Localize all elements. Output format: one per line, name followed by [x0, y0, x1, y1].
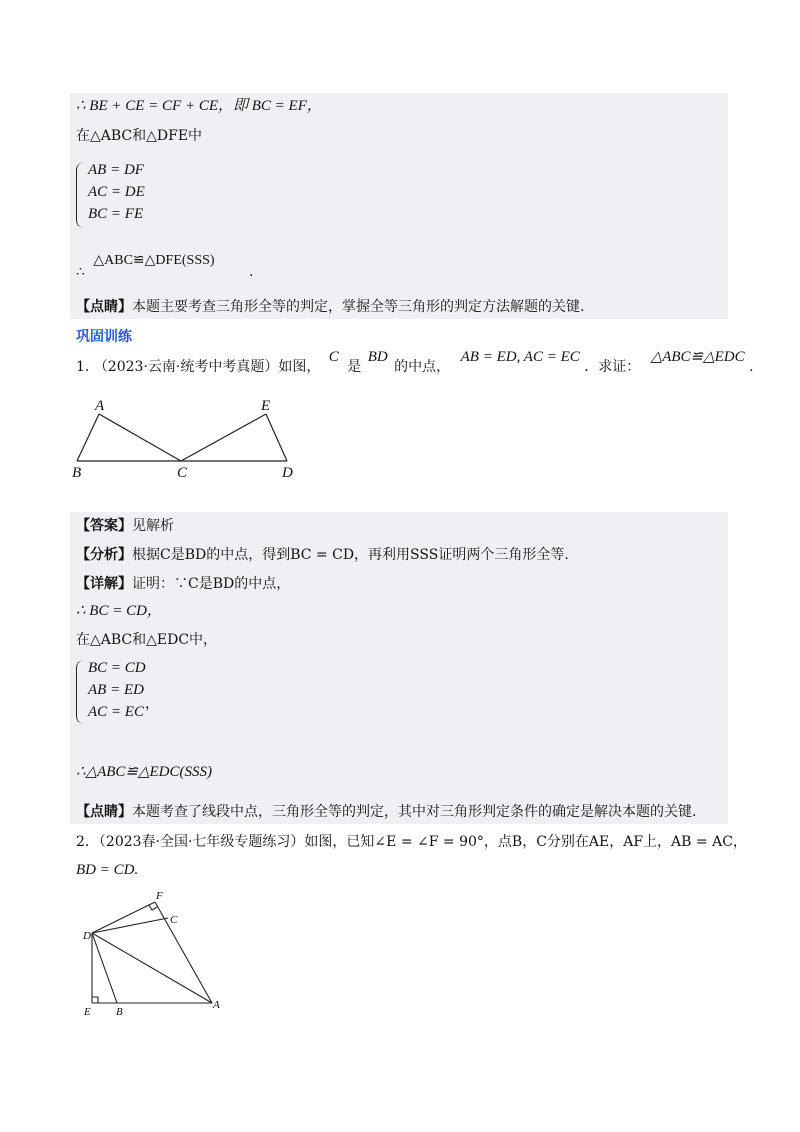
conclusion-line: ∴△ABC≌△EDC(SSS)	[76, 764, 213, 780]
answer-line: 【答案】见解析	[76, 518, 174, 534]
analysis-line: 【分析】根据C是BD的中点，得到BC = CD，再利用SSS证明两个三角形全等.	[76, 547, 569, 563]
point-label: A	[213, 999, 220, 1011]
point-label: C	[177, 465, 188, 481]
brace	[76, 162, 85, 228]
question-1: 1. （2023·云南·统考中考真题）如图， C 是 BD 的中点， AB = ED, AC = EC ．求证： △ABC≌△EDC .	[76, 349, 754, 375]
point-label: D	[282, 465, 293, 481]
detail-line: 【详解】证明：∵C是BD的中点，	[76, 576, 291, 592]
system-row: AB = ED	[88, 682, 144, 698]
step-line: 在△ABC和△EDC中，	[76, 632, 218, 648]
question-number: 1.	[76, 359, 90, 375]
comment-line: 【点睛】本题主要考查三角形全等的判定，掌握全等三角形的判定方法解题的关键.	[76, 299, 585, 315]
step-line: 在△ABC和△DFE中	[76, 128, 203, 144]
brace	[76, 660, 85, 724]
point-label: A	[95, 398, 105, 414]
question-2-cont: BD = CD.	[76, 862, 139, 878]
system-row: BC = CD	[88, 660, 146, 676]
equation-system	[76, 162, 196, 228]
system-row: BC = FE	[88, 206, 144, 222]
comment-line: 【点睛】本题考查了线段中点，三角形全等的判定，其中对三角形判定条件的确定是解决本题的关键.	[76, 804, 697, 820]
question-2: 2．（2023春·全国·七年级专题练习）如图，已知∠E = ∠F = 90°，点B，C分别在AE，AF上，AB = AC，	[76, 834, 747, 850]
system-row: AB = DF	[88, 162, 144, 178]
step-line: ∴ BC = CD，	[76, 603, 162, 619]
conclusion-line: ∴ △ABC≌△DFE(SSS) .	[76, 253, 254, 280]
point-label: B	[116, 1006, 123, 1018]
equation-system	[76, 660, 196, 724]
point-label: D	[83, 930, 91, 942]
system-row: AC = EC	[88, 704, 144, 720]
point-label: F	[156, 890, 163, 902]
system-end: ，	[145, 696, 159, 712]
section-title: 巩固训练	[76, 329, 132, 345]
point-label: E	[84, 1006, 91, 1018]
point-label: C	[170, 914, 178, 926]
system-row: AC = DE	[88, 184, 145, 200]
point-label: E	[261, 398, 271, 414]
point-label: B	[72, 465, 82, 481]
step-line: ∴ BE + CE = CF + CE，即 BC = EF，	[76, 98, 322, 114]
